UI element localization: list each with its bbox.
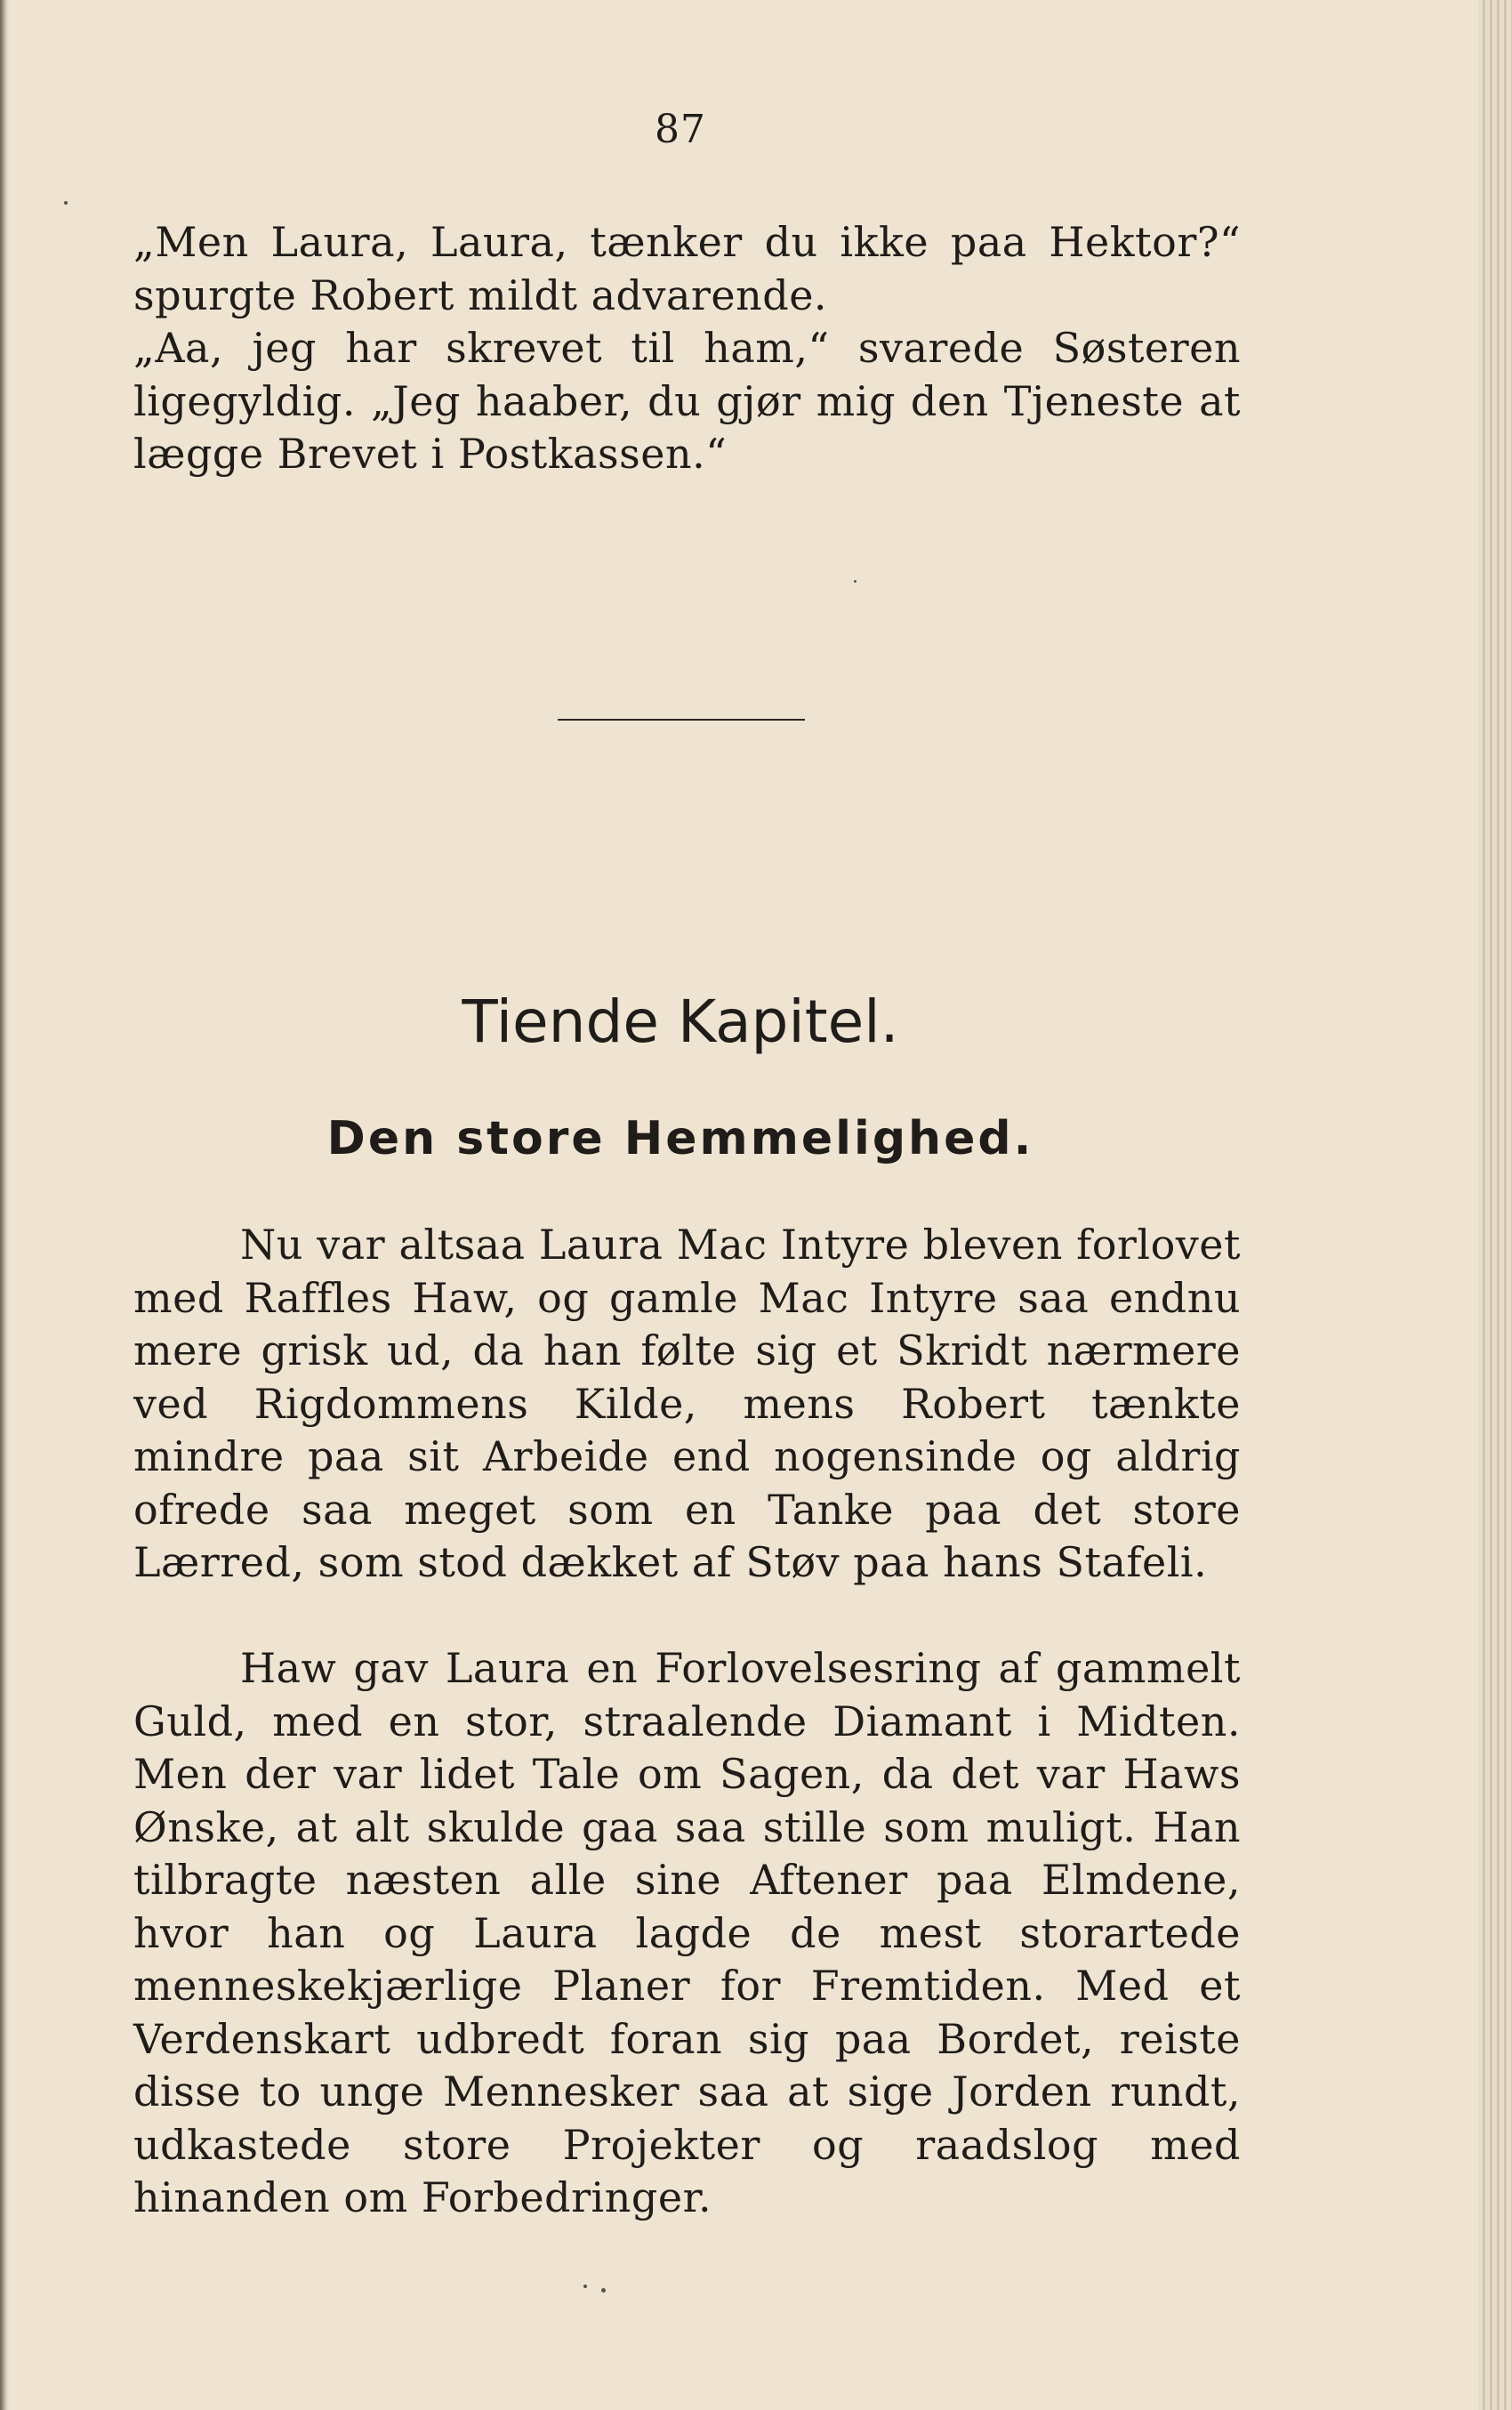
page-number: 87	[655, 107, 706, 152]
paragraph-body-2: Haw gav Laura en Forlovelsesring af gammelt Guld, med en stor, straalende Diamant i Midten. Men der var lidet Tale om Sagen, da det var Haws Ønske, at alt skulde gaa saa stille som muligt. Han tilbragte næsten alle sine Aftener paa Elmdene, hvor han og Laura lagde de mest storartede menneskekjærlige Planer for Fremtiden. Med et Verdenskart udbredt foran sig paa Bordet, reiste disse to unge Mennesker saa at sige Jorden rundt, udkastede store Projekter og raadslog med hinanden om Forbedringer.	[133, 1644, 1241, 2221]
chapter-title: Tiende Kapitel.	[462, 987, 899, 1056]
paper-speck	[583, 2285, 587, 2288]
paper-speck	[64, 201, 68, 205]
page-edge-stack	[1478, 0, 1512, 2410]
paper-speck	[601, 2288, 606, 2293]
paragraph-dialogue-1: „Men Laura, Laura, tænker du ikke paa Hektor?“ spurgte Robert mildt advarende.	[133, 218, 1241, 319]
paragraph-dialogue-2: „Aa, jeg har skrevet til ham,“ svarede Søsteren ligegyldig. „Jeg haaber, du gjør mig den Tjeneste at lægge Brevet i Postkassen.“	[133, 324, 1241, 478]
paragraph-body-1: Nu var altsaa Laura Mac Intyre bleven forlovet med Raffles Haw, og gamle Mac Intyre saa endnu mere grisk ud, da han følte sig et Skridt nærmere ved Rigdommens Kilde, mens Robert tænkte mindre paa sit Arbeide end nogensinde og aldrig ofrede saa meget som en Tanke paa det store Lærred, som stod dækket af Støv paa hans Stafeli.	[133, 1221, 1241, 1586]
chapter-subtitle: Den store Hemmelighed.	[326, 1112, 1034, 1165]
page-gutter-shadow	[0, 0, 9, 2410]
section-divider	[558, 719, 805, 721]
paper-speck	[854, 580, 857, 583]
